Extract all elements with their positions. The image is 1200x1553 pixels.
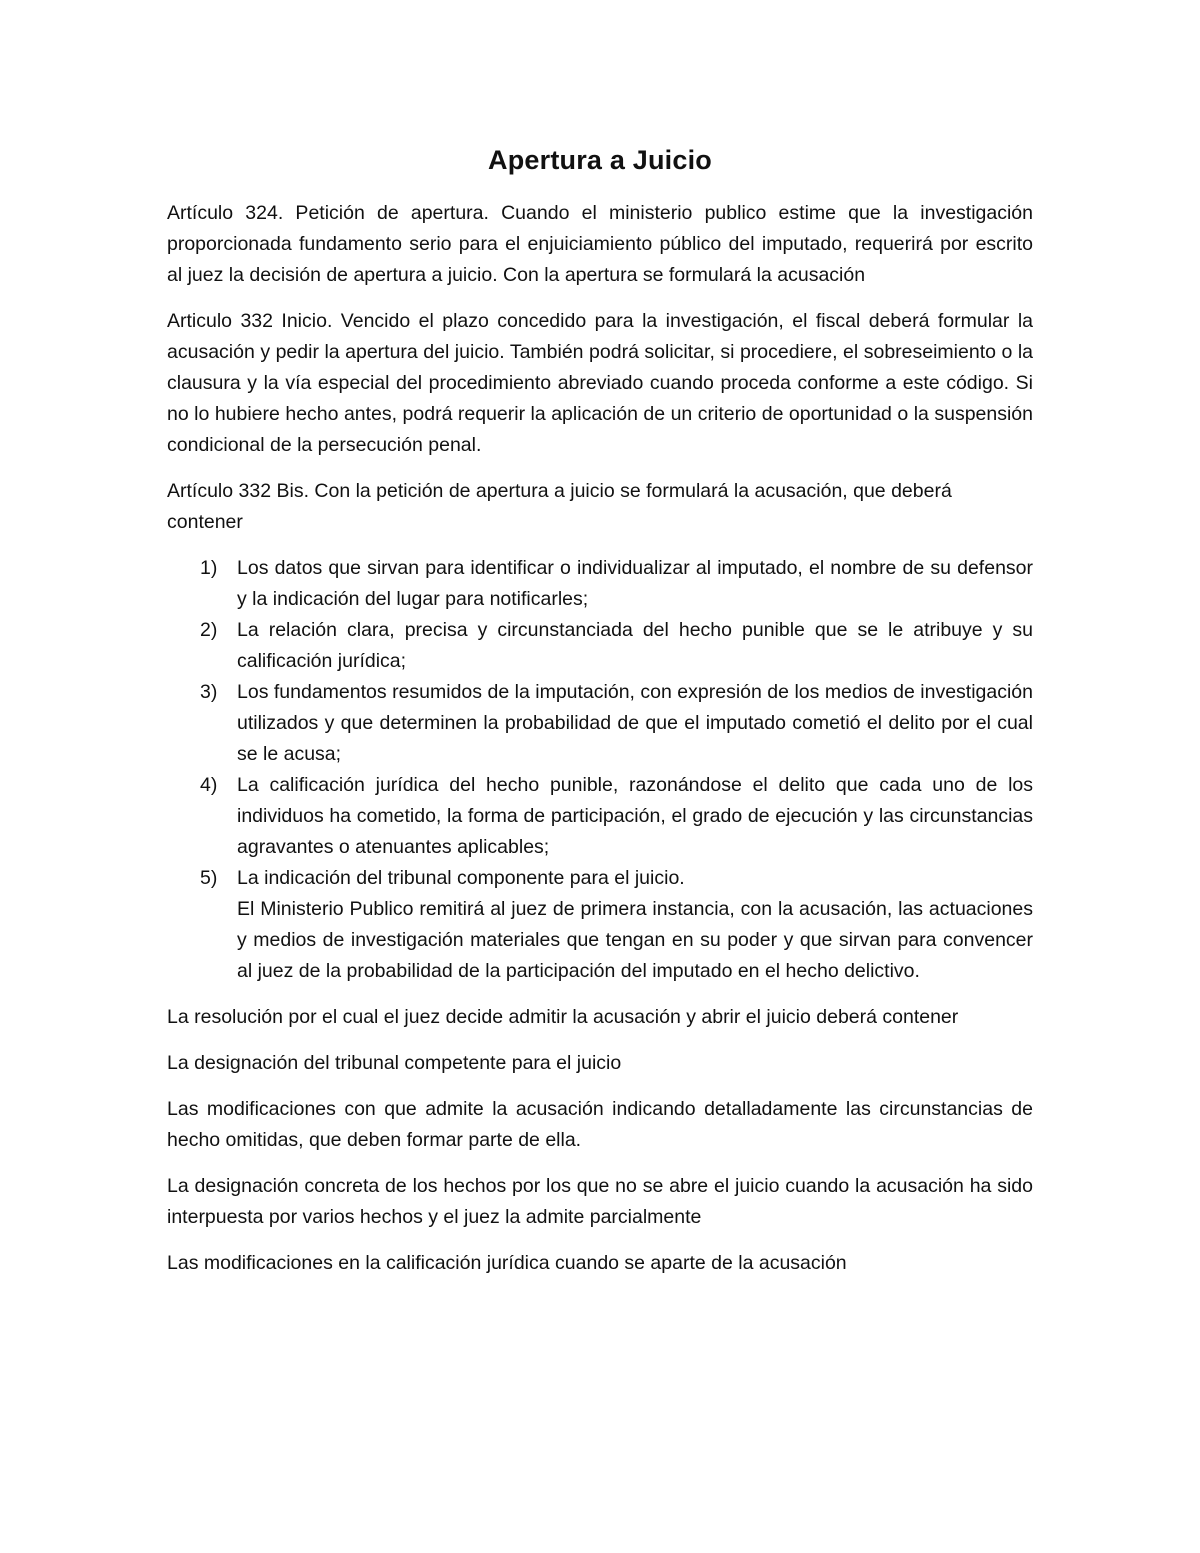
- list-item: [167, 677, 1033, 770]
- list-item: [167, 863, 1033, 987]
- list-item: [167, 615, 1033, 677]
- document-page: [167, 140, 1033, 1294]
- paragraph-modifications: Las modificaciones con que admite la acusación indicando detalladamente las circunstancias de hecho omitidas, que deben formar parte de ella.: [167, 1098, 1033, 1151]
- list-item-number: 1): [200, 557, 218, 579]
- list-item-text: La indicación del tribunal componente para el juicio.: [237, 867, 685, 889]
- list-item: [167, 770, 1033, 863]
- paragraph-resolution: La resolución por el cual el juez decide admitir la acusación y abrir el juicio deberá contener: [167, 1006, 959, 1028]
- paragraph-facts-designation: La designación concreta de los hechos por los que no se abre el juicio cuando la acusación ha sido interpuesta por varios hechos y el juez la admite parcialmente: [167, 1175, 1033, 1228]
- list-item-text: La relación clara, precisa y circunstanciada del hecho punible que se le atribuye y su calificación jurídica;: [237, 619, 1033, 672]
- list-item-number: 3): [200, 681, 218, 703]
- accusation-requirements-list: [167, 553, 1033, 987]
- paragraph-court-designation: La designación del tribunal competente para el juicio: [167, 1052, 622, 1074]
- list-item-text: Los fundamentos resumidos de la imputación, con expresión de los medios de investigación utilizados y que determinen la probabilidad de que el imputado cometió el delito por el cual se le acusa;: [237, 681, 1033, 765]
- list-item-number: 5): [200, 867, 218, 889]
- paragraph-legal-qualification: Las modificaciones en la calificación jurídica cuando se aparte de la acusación: [167, 1252, 847, 1274]
- paragraph-article-332-bis: Artículo 332 Bis. Con la petición de apertura a juicio se formulará la acusación, que deberá contener: [167, 480, 952, 533]
- list-item-number: 2): [200, 619, 218, 641]
- list-item: [167, 553, 1033, 615]
- paragraph-article-332: Articulo 332 Inicio. Vencido el plazo concedido para la investigación, el fiscal deberá formular la acusación y pedir la apertura del juicio. También podrá solicitar, si procediere, el sobreseimiento o la clausura y la vía especial del procedimiento abreviado cuando proceda conforme a este código. Si no lo hubiere hecho antes, podrá requerir la aplicación de un criterio de oportunidad o la suspensión condicional de la persecución penal.: [167, 310, 1033, 456]
- document-title: Apertura a Juicio: [488, 145, 712, 175]
- list-continuation-text: El Ministerio Publico remitirá al juez de primera instancia, con la acusación, las actuaciones y medios de investigación materiales que tengan en su poder y que sirvan para convencer al juez de la probabilidad de la participación del imputado en el hecho delictivo.: [237, 898, 1033, 982]
- list-item-text: La calificación jurídica del hecho punible, razonándose el delito que cada uno de los individuos ha cometido, la forma de participación, el grado de ejecución y las circunstancias agravantes o atenuantes aplicables;: [237, 774, 1033, 858]
- list-item-number: 4): [200, 774, 218, 796]
- list-item-text: Los datos que sirvan para identificar o individualizar al imputado, el nombre de su defensor y la indicación del lugar para notificarles;: [237, 557, 1033, 610]
- paragraph-article-324: Artículo 324. Petición de apertura. Cuando el ministerio publico estime que la investigación proporcionada fundamento serio para el enjuiciamiento público del imputado, requerirá por escrito al juez la decisión de apertura a juicio. Con la apertura se formulará la acusación: [167, 202, 1033, 286]
